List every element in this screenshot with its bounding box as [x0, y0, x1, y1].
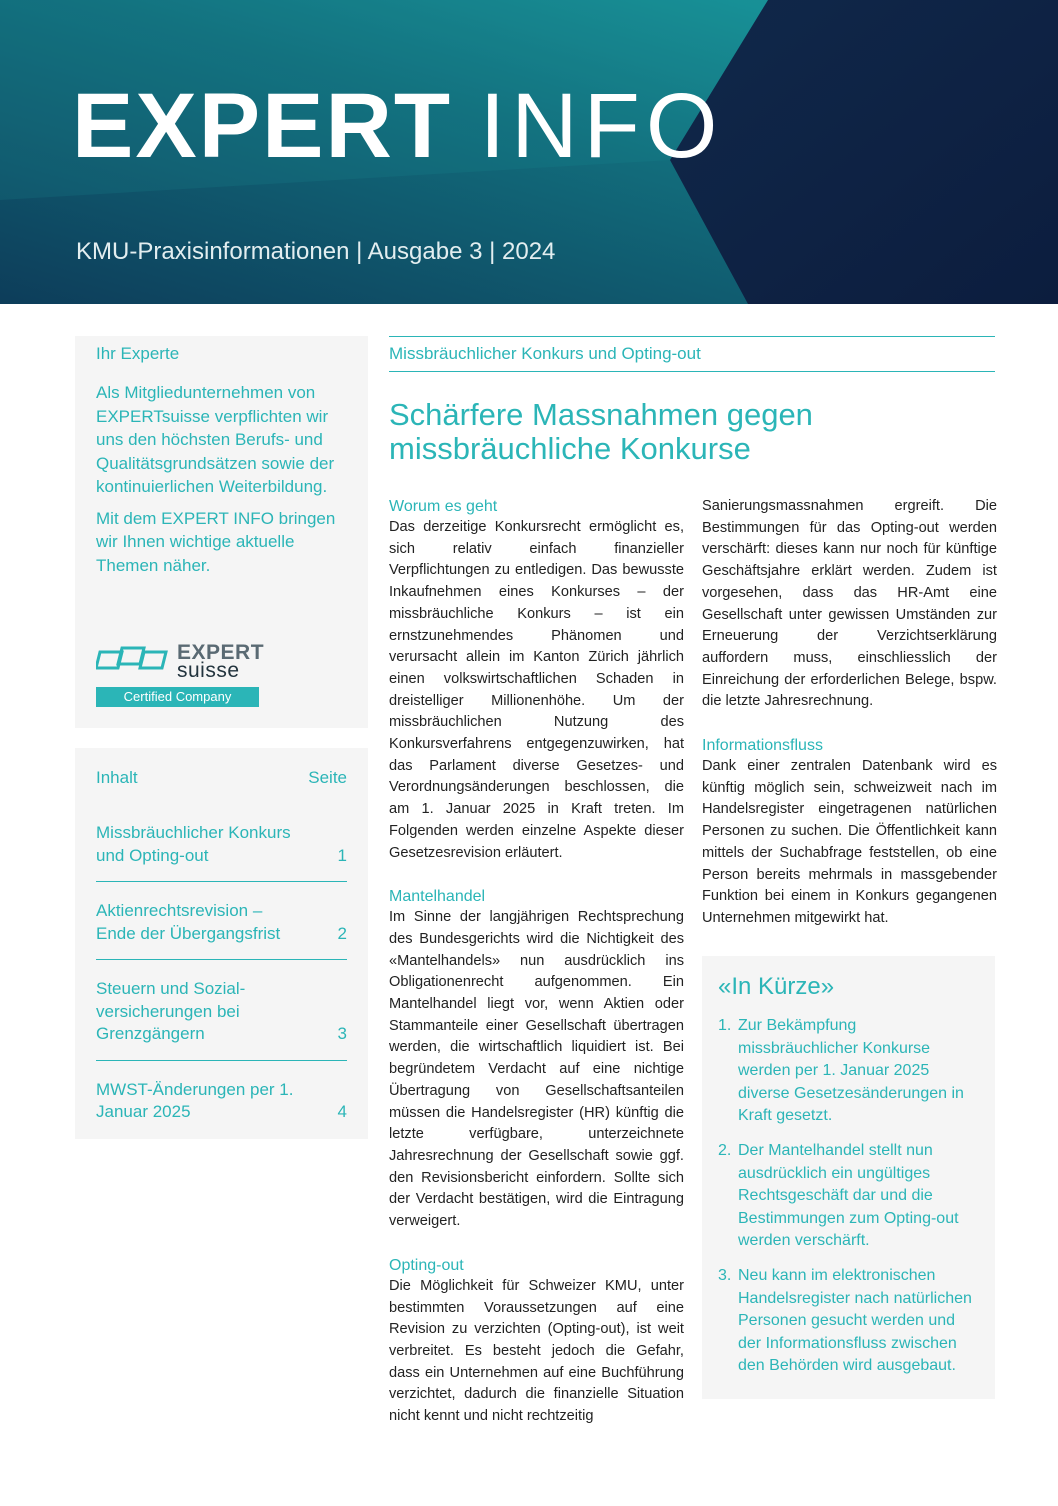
info-text: Dank einer zentralen Datenbank wird es künftig möglich sein, schweizweit nach im Handelsregister eingetragenen natürlichen Personen zu suchen. Die Öffentlichkeit kann mittels der Suchabfrage feststellen, ob eine Person bereits mehrmals in massgebender Funktion bei einem in Konkurs gegangenen Unternehmen mitgewirkt hat.: [702, 758, 997, 926]
expert-box: [75, 336, 368, 728]
toc-item[interactable]: [96, 822, 347, 881]
expert-heading: Ihr Experte: [96, 344, 180, 363]
article-column-1: [389, 496, 684, 1428]
summary-item: [718, 1015, 979, 1128]
expert-text-1: Als Mitgliedunternehmen von EXPERTsuisse verpflichten wir uns den höchsten Berufs- und Qualitätsgrundsätzen sowie der kontinuierlichen Weiterbildung.: [96, 383, 335, 496]
toc-head-page: Seite: [308, 768, 347, 787]
expert-text-2: Mit dem EXPERT INFO bringen wir Ihnen wichtige aktuelle Themen näher.: [96, 508, 336, 575]
toc-item-page: 4: [337, 1102, 347, 1121]
certified-badge: Certified Company: [96, 687, 259, 707]
summary-item-number: 2.: [718, 1141, 732, 1159]
summary-item-number: 1.: [718, 1017, 732, 1034]
header-banner: [0, 0, 1058, 304]
expertsuisse-mark-icon: [96, 642, 168, 674]
toc-item[interactable]: [96, 959, 347, 1060]
publication-title: [72, 75, 724, 177]
opting-text: Die Möglichkeit für Schweizer KMU, unter bestimmten Voraussetzungen auf eine Revision zu verzichten (Opting-out), ist weit verbreitet. Es besteht jedoch die Gefahr, dass ein Unternehmen auf eine Buchführung verzichtet, dadurch die finanzielle Situation nicht kennt und nicht rechtzeitig: [389, 1277, 684, 1425]
logo-expert-text: EXPERT: [177, 641, 265, 664]
expertsuisse-logo: [96, 638, 266, 712]
summary-title: «In Kürze»: [718, 973, 835, 1000]
summary-box: [702, 956, 995, 1399]
toc-item-page: 3: [337, 1024, 347, 1043]
toc-head-contents: Inhalt: [96, 768, 138, 787]
publication-subtitle: KMU-Praxisinformationen | Ausgabe 3 | 2024: [76, 238, 556, 265]
toc-header: [96, 767, 347, 822]
info-heading: Informationsfluss: [702, 737, 823, 755]
summary-item-number: 3.: [718, 1266, 732, 1284]
opting-heading: Opting-out: [389, 1256, 464, 1274]
toc-item[interactable]: [96, 881, 347, 959]
title-light: INFO: [479, 75, 724, 177]
article-column-2: [702, 496, 997, 930]
mantel-text: Im Sinne der langjährigen Rechtsprechung des Bundesgerichts wird die Nichtigkeit des «Mantelhandels» nun ausdrücklich ins Obligationenrecht aufgenommen. Ein Mantelhandel liegt vor, wenn Aktien oder Stammanteile einer Gesellschaft übertragen werden, die wirtschaftlich liquidiert ist. Bei begründetem Verdacht auf eine nichtige Übertragung von Gesellschaftsanteilen müssen die Handelsregister (HR) künftig die letzte verfügbare, unterzeichnete Jahresrechnung der Gesellschaft sowie ggf. den Revisionsbericht einfordern. Sollte sich der Verdacht bestätigen, wird die Eintragung verweigert.: [389, 909, 684, 1230]
toc-box: [75, 748, 368, 1139]
summary-item-text: Zur Bekämpfung missbräuchlicher Konkurse werden per 1. Januar 2025 diverse Gesetzesänderungen in Kraft gesetzt.: [738, 1017, 964, 1125]
summary-item-text: Neu kann im elektronischen Handelsregister nach natürlichen Personen gesucht werden und der Informationsfluss zwischen den Behörden wird ausgebaut.: [738, 1266, 972, 1375]
toc-item-page: 2: [337, 923, 347, 943]
worum-text: Das derzeitige Konkursrecht ermöglicht es, sich relativ einfach finanzieller Verpflichtungen zu entledigen. Das bewusste Inkaufnehmen eines Konkurses – der missbräuchliche Konkurs – ist ein ernstzunehmendes Phänomen und verursacht allein im Kanton Zürich jährlich einen volkswirtschaftlichen Schaden in dreistelliger Millionenhöhe. Um der missbräuchlichen Nutzung des Konkursverfahrens entgegenzuwirken, hat das Parlament diverse Gesetzes- und Verordnungsänderungen beschlossen, die am 1. Januar 2025 in Kraft treten. Im Folgenden werden einzelne Aspekte dieser Gesetzesrevision erläutert.: [389, 519, 684, 861]
toc-item[interactable]: [96, 1060, 347, 1138]
summary-item-text: Der Mantelhandel stellt nun ausdrücklich ein ungültiges Rechtsgeschäft dar und die Bestimmungen zum Opting-out werden verschärft.: [738, 1141, 959, 1250]
title-bold: EXPERT: [72, 75, 453, 177]
summary-item: [718, 1140, 979, 1253]
logo-suisse-text: suisse: [177, 659, 240, 682]
toc-item-label: Aktienrechtsrevision – Ende der Übergangsfrist: [96, 901, 281, 943]
article-headline: Schärfere Massnahmen gegen missbräuchliche Konkurse: [389, 397, 813, 466]
toc-item-label: Steuern und Sozial-versicherungen bei Grenzgängern: [96, 979, 246, 1043]
toc-item-label: Missbräuchlicher Konkurs und Opting-out: [96, 823, 291, 865]
worum-heading: Worum es geht: [389, 498, 498, 515]
summary-item: [718, 1265, 979, 1378]
toc-item-label: MWST-Änderungen per 1. Januar 2025: [96, 1079, 294, 1121]
section-label: Missbräuchlicher Konkurs und Opting-out: [389, 336, 995, 372]
toc-item-page: 1: [337, 845, 347, 865]
mantel-heading: Mantelhandel: [389, 888, 486, 906]
opting-text-continued: Sanierungsmassnahmen ergreift. Die Bestimmungen für das Opting-out werden verschärft: dieses kann nur noch für künftige Geschäftsjahre erklärt werden. Zudem ist vorgesehen, dass das HR-Amt eine Gesellschaft unter gewissen Umständen zur Erneuerung der Verzichtserklärung auffordern muss, einschliesslich der Einreichung der erforderlichen Belege, bspw. die letzte Jahresrechnung.: [702, 498, 997, 710]
